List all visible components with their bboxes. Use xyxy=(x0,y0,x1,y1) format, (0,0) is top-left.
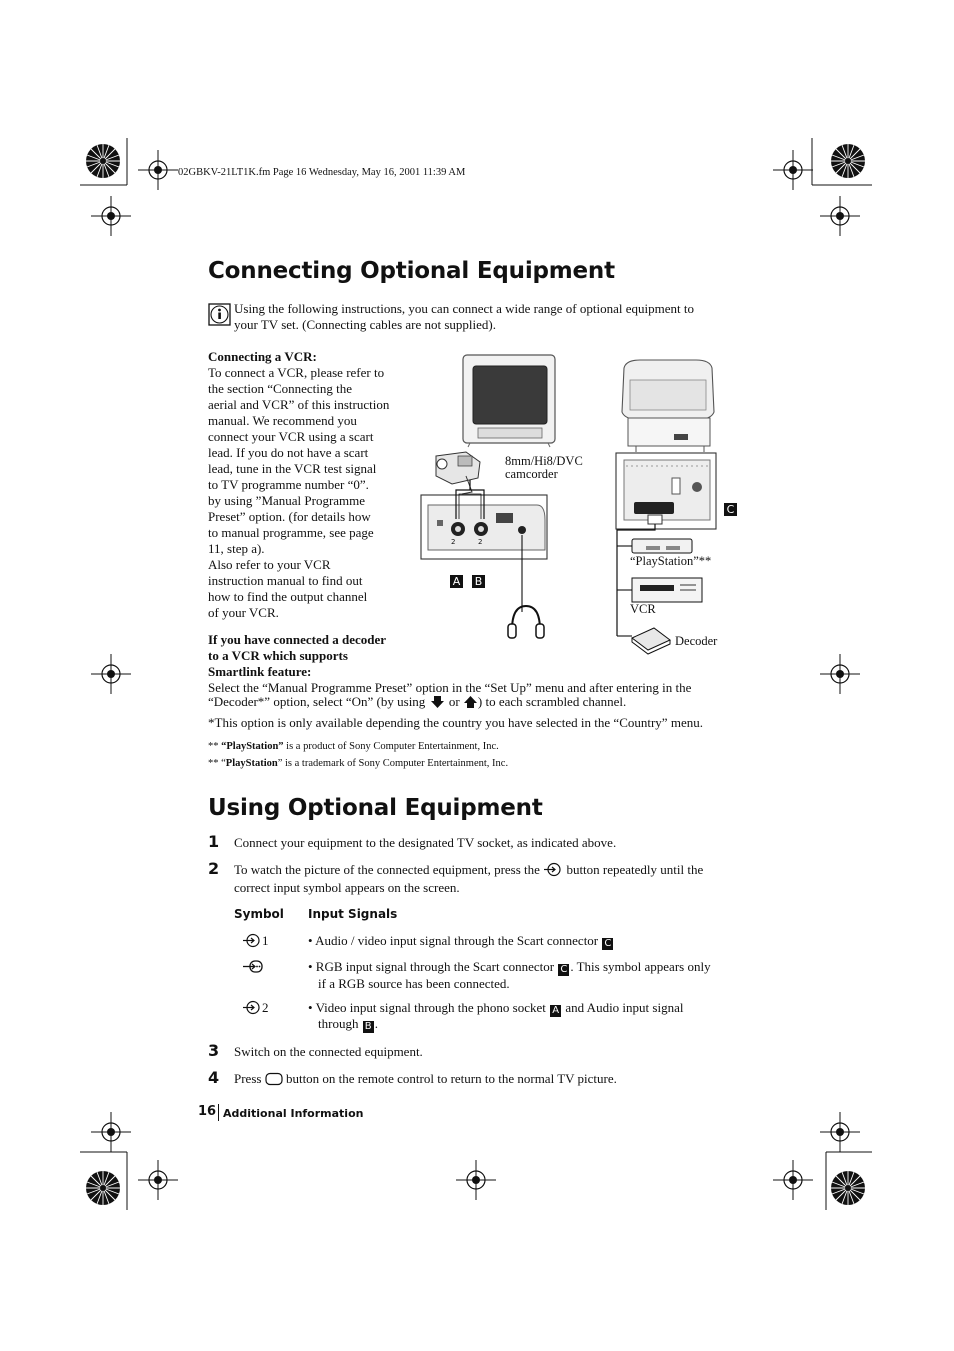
vcr-line: aerial and VCR” of this instruction xyxy=(208,397,390,412)
step-number: 4 xyxy=(208,1068,220,1087)
vcr-heading: Connecting a VCR: xyxy=(208,349,317,364)
decoder-text: “Decoder*” option, select “On” (by using xyxy=(208,694,426,709)
vcr-line: 11, step a). xyxy=(208,541,265,556)
symbol-av2 xyxy=(242,1000,269,1019)
jack-label-1: 2 xyxy=(451,538,456,546)
step-4-text xyxy=(234,1071,617,1090)
label-box-b xyxy=(471,571,486,589)
vcr-line: by using ”Manual Programme xyxy=(208,493,366,508)
vcr-line: of your VCR. xyxy=(208,605,279,620)
label-c: C xyxy=(602,938,613,950)
vcr-line: to manual programme, see page xyxy=(208,525,374,540)
label-b: B xyxy=(363,1021,374,1033)
decoder-illustration xyxy=(632,628,670,654)
vcr-line: manual. We recommend you xyxy=(208,413,357,428)
vcr-line: Also refer to your VCR xyxy=(208,557,331,572)
camcorder-label xyxy=(505,455,583,481)
vcr-line: the section “Connecting the xyxy=(208,381,353,396)
signal-text: and Audio input signal xyxy=(565,1000,684,1015)
signal-text: . This symbol appears only xyxy=(570,959,711,974)
vcr-line: how to find the output channel xyxy=(208,589,368,604)
step-number: 2 xyxy=(208,859,220,878)
vcr-line: lead, tune in the VCR test signal xyxy=(208,461,377,476)
step-2-text xyxy=(234,862,703,881)
step-1-text: Connect your equipment to the designated TV socket, as indicated above. xyxy=(234,835,617,850)
page-number: 16 xyxy=(198,1104,217,1119)
intro-line-1: Using the following instructions, you can connect a wide range of optional equipment to xyxy=(234,301,694,316)
decoder-heading-line: Smartlink feature: xyxy=(208,664,312,679)
av-jack-panel xyxy=(421,480,547,612)
decoder-or: or xyxy=(448,694,460,709)
input-av-icon xyxy=(242,933,262,952)
symbol-rgb xyxy=(242,959,264,978)
fn-bold: “PlayStation” xyxy=(221,741,284,752)
camcorder-label-line: camcorder xyxy=(505,467,558,481)
input-rgb-icon xyxy=(242,959,264,978)
step-2-text-b: button repeatedly until the xyxy=(566,862,704,877)
tv-front-illustration xyxy=(463,355,555,447)
playstation-illustration xyxy=(632,539,692,553)
step-3-text: Switch on the connected equipment. xyxy=(234,1044,423,1059)
fn-rest: ” is a trademark of Sony Computer Entertainment, Inc. xyxy=(277,758,509,769)
fn-bold: PlayStation xyxy=(225,758,278,769)
step-4-text-a: Press xyxy=(234,1071,262,1086)
vcr-label: VCR xyxy=(630,602,656,616)
tv-button-icon xyxy=(265,1072,283,1090)
intro-line-2: your TV set. (Connecting cables are not supplied). xyxy=(234,317,496,332)
vcr-line: lead. If you do not have a scart xyxy=(208,445,369,460)
label-c: C xyxy=(558,964,569,976)
section-title-using: Using Optional Equipment xyxy=(208,795,543,821)
section-title-connecting: Connecting Optional Equipment xyxy=(208,258,615,284)
vcr-line: Preset” option. (for details how xyxy=(208,509,371,524)
footnote-star: *This option is only available depending the country you have selected in the “Country” menu. xyxy=(208,715,703,730)
footer-section: Additional Information xyxy=(223,1107,364,1120)
label-c: C xyxy=(724,503,737,516)
step-4-text-b: button on the remote control to return to the normal TV picture. xyxy=(285,1071,617,1086)
signal-text: • RGB input signal through the Scart connector xyxy=(308,959,555,974)
jack-label-2: 2 xyxy=(478,538,483,546)
fn-prefix: ** xyxy=(208,741,222,752)
input-av-icon xyxy=(242,1000,262,1019)
tv-rear-illustration xyxy=(622,360,714,452)
vcr-line: connect your VCR using a scart xyxy=(208,429,374,444)
decoder-line-1: Select the “Manual Programme Preset” option in the “Set Up” menu and after entering in the xyxy=(208,680,692,695)
fn-rest: is a product of Sony Computer Entertainment, Inc. xyxy=(283,741,499,752)
decoder-label: Decoder xyxy=(675,634,718,648)
vcr-line: to TV programme number “0”. xyxy=(208,477,369,492)
file-info: 02GBKV-21LT1K.fm Page 16 Wednesday, May 16, 2001 11:39 AM xyxy=(178,167,466,178)
symbol-number: 2 xyxy=(262,1000,269,1015)
decoder-text: ) to each scrambled channel. xyxy=(477,694,627,709)
label-box-c xyxy=(723,499,738,517)
label-b: B xyxy=(472,575,485,588)
signal-row-3 xyxy=(308,1000,683,1017)
symbol-number: 1 xyxy=(262,933,269,948)
table-header-signals: Input Signals xyxy=(308,907,398,921)
signal-text: • Audio / video input signal through the Scart connector xyxy=(308,933,599,948)
step-2-text-c: correct input symbol appears on the screen. xyxy=(234,880,460,895)
camcorder-label-line: 8mm/Hi8/DVC xyxy=(505,454,583,468)
footer-divider xyxy=(218,1104,219,1121)
decoder-heading-line: If you have connected a decoder xyxy=(208,632,387,647)
symbol-av1 xyxy=(242,933,269,952)
signal-row-2-cont: if a RGB source has been connected. xyxy=(318,976,510,991)
signal-text: through xyxy=(318,1016,359,1031)
headphones-illustration xyxy=(508,606,544,638)
vcr-illustration xyxy=(632,578,702,602)
step-2-text-a: To watch the picture of the connected equipment, press the xyxy=(234,862,540,877)
vcr-line: To connect a VCR, please refer to xyxy=(208,365,385,380)
vcr-line: instruction manual to find out xyxy=(208,573,363,588)
input-select-icon xyxy=(543,862,563,881)
camcorder-illustration xyxy=(436,452,480,494)
fn-prefix: ** “ xyxy=(208,758,226,769)
label-a: A xyxy=(450,575,463,588)
step-number: 1 xyxy=(208,832,220,851)
label-box-a xyxy=(449,571,464,589)
signal-row-3-cont xyxy=(318,1016,378,1033)
playstation-label: “PlayStation”** xyxy=(630,554,712,568)
signal-text: . xyxy=(374,1016,378,1031)
signal-row-1 xyxy=(308,933,614,950)
decoder-heading-line: to a VCR which supports xyxy=(208,648,348,663)
signal-row-2 xyxy=(308,959,711,976)
table-header-symbol: Symbol xyxy=(234,907,284,921)
label-a: A xyxy=(550,1005,561,1017)
signal-text: • Video input signal through the phono socket xyxy=(308,1000,546,1015)
step-number: 3 xyxy=(208,1041,220,1060)
